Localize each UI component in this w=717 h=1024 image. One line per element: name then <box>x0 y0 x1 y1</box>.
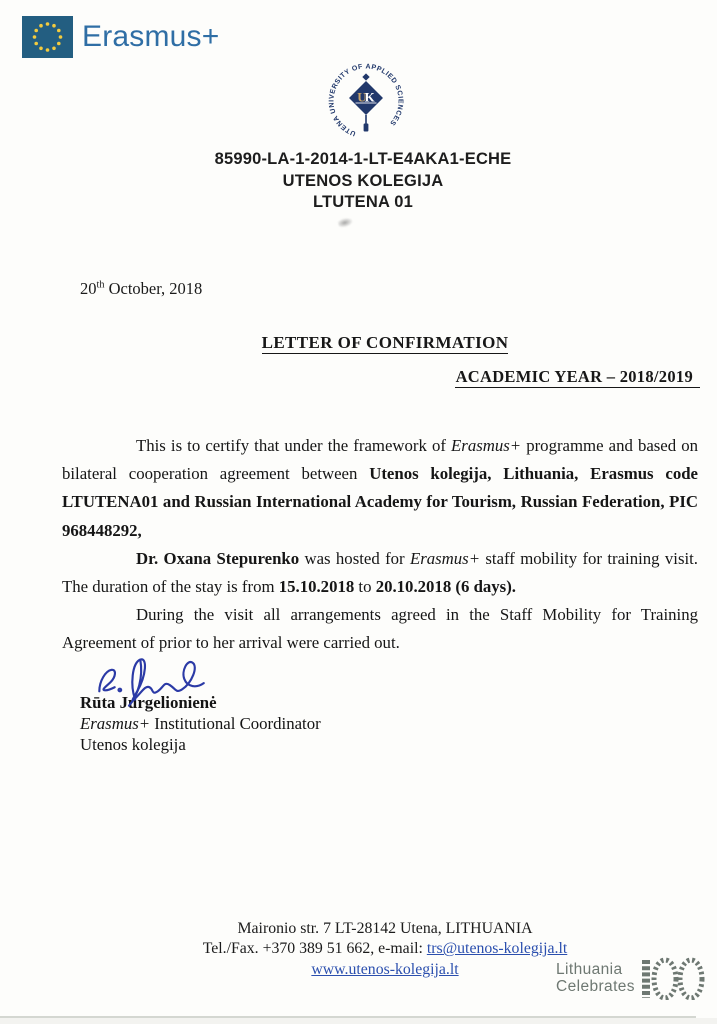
university-seal-icon <box>328 62 404 146</box>
reference-block <box>178 149 548 214</box>
erasmus-id-code: LTUTENA 01 <box>312 193 414 211</box>
signatory-organisation: Utenos kolegija <box>80 734 186 754</box>
erasmus-wordmark: Erasmus+ <box>82 20 220 53</box>
scan-smudge-artifact <box>337 216 354 228</box>
eu-flag-icon <box>22 16 73 58</box>
body-paragraph: During the visit all arrangements agreed in the Staff Mobility for Training Agreement of prior to her arrival were carried out. <box>62 605 698 653</box>
lithuania-100-number <box>638 956 706 1000</box>
scan-bottom-strip <box>0 1018 717 1024</box>
handwritten-signature <box>86 646 214 708</box>
date-ordinal: th <box>96 279 105 291</box>
date-rest: October, 2018 <box>104 279 203 298</box>
seal-ring-text: UTENA UNIVERSITY OF APPLIED SCIENCES <box>328 63 404 137</box>
eu-flag-stars <box>22 16 73 58</box>
hyperlink[interactable]: www.utenos-kolegija.lt <box>311 960 459 978</box>
body-paragraph: This is to certify that under the framework of Erasmus+ programme and based on bilateral cooperation agreement between Utenos kolegija, Lithuania, Erasmus code LTUTENA01 and Russian International Academy for Tourism, Russian Federation, PIC 968448292, <box>62 436 699 540</box>
footer-contact-line: Tel./Fax. +370 389 51 662, e-mail: trs@utenos-kolegija.lt <box>202 940 568 958</box>
lithuania-100-words: Lithuania Celebrates <box>556 960 635 995</box>
seal-monogram: UK <box>357 89 375 105</box>
body-paragraph: Dr. Oxana Stepurenko was hosted for Erasmus+ staff mobility for training visit. The duration of the stay is from 15.10.2018 to 20.10.2018 (6 days). <box>62 548 698 597</box>
signatory-role: Erasmus+ Institutional Coordinator <box>80 713 321 733</box>
erasmus-plus-logo <box>22 16 219 58</box>
letter-title: LETTER OF CONFIRMATION <box>261 333 509 352</box>
footer-address: Maironio str. 7 LT-28142 Utena, LITHUANIA <box>237 920 533 937</box>
letter-date <box>80 279 202 299</box>
letter-body <box>62 432 698 658</box>
academic-year-subtitle: ACADEMIC YEAR – 2018/2019 <box>400 367 700 387</box>
institution-name: UTENOS KOLEGIJA <box>282 171 444 190</box>
date-day: 20 <box>80 279 97 298</box>
signatory-name: Rūta Jurgelionienė <box>80 693 217 712</box>
eche-code: 85990-LA-1-2014-1-LT-E4AKA1-ECHE <box>214 150 512 168</box>
lithuania-100-logo <box>556 956 706 1000</box>
hyperlink[interactable]: trs@utenos-kolegija.lt <box>426 940 568 958</box>
